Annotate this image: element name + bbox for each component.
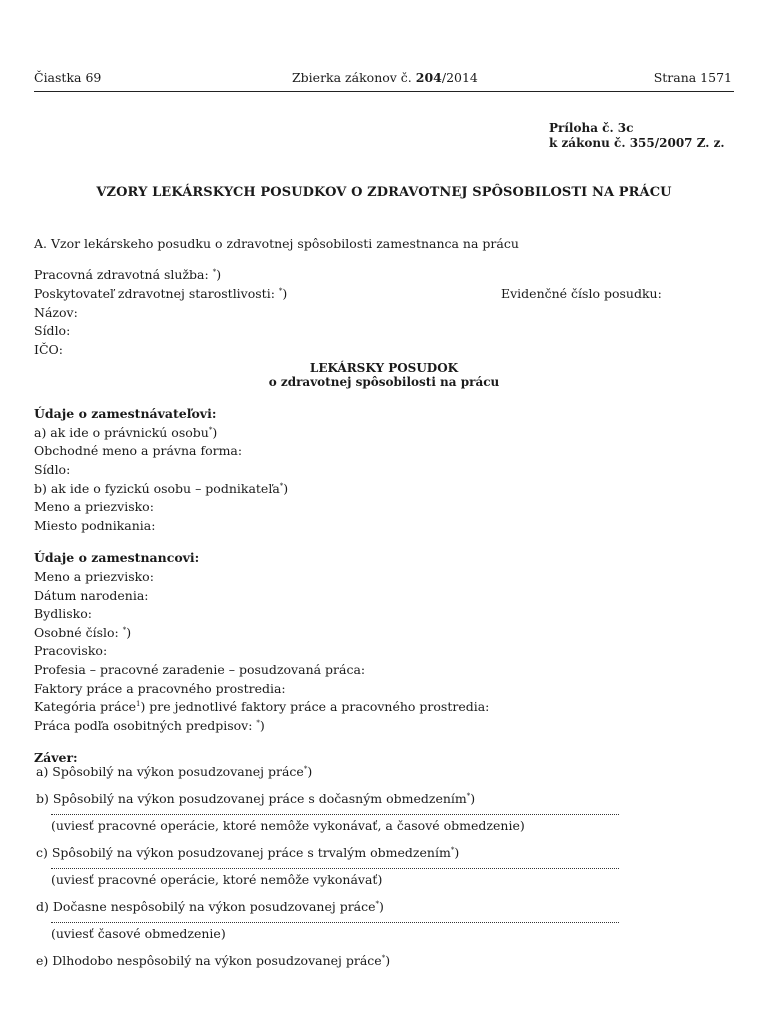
footnote-mark: * — [303, 764, 308, 773]
conclusion-option-a — [36, 764, 312, 779]
footnote-mark: * — [381, 953, 386, 962]
footnote-mark: 1 — [135, 699, 141, 708]
footnote-paren: ) — [282, 286, 288, 301]
employee-heading: Údaje o zamestnancovi: — [34, 550, 200, 565]
pzs-field — [34, 267, 221, 282]
footnote-paren: ) — [259, 718, 265, 733]
personal-number-field — [34, 625, 131, 640]
header-rule — [34, 91, 734, 92]
employer-legal-person — [34, 425, 217, 440]
dotted-fill-line — [51, 922, 619, 923]
collection-number: 204 — [415, 70, 442, 85]
conclusion-option-d-note: (uviesť časové obmedzenie) — [51, 926, 226, 941]
profession-field: Profesia – pracovné zaradenie – posudzovaná práca: — [34, 662, 366, 677]
footnote-mark: * — [466, 791, 471, 800]
pzs-label: Pracovná zdravotná služba: — [34, 267, 209, 282]
conclusion-option-b-note: (uviesť pracovné operácie, ktoré nemôže vykonávať, a časové obmedzenie) — [51, 818, 525, 833]
employer-heading: Údaje o zamestnávateľovi: — [34, 406, 217, 421]
annex-label: Príloha č. 3c — [549, 121, 634, 135]
footnote-mark: * — [279, 481, 284, 490]
workplace-field: Pracovisko: — [34, 643, 108, 658]
footnote-mark: * — [122, 625, 127, 634]
footnote-paren: ) — [379, 899, 384, 914]
personal-number-label: Osobné číslo: — [34, 625, 119, 640]
footnote-mark: * — [208, 425, 213, 434]
special-regulations-field — [34, 718, 265, 733]
conclusion-option-c — [36, 845, 459, 860]
conclusion-option-a-label: a) Spôsobilý na výkon posudzovanej práce — [36, 764, 304, 779]
conclusion-option-b — [36, 791, 475, 806]
footnote-mark: * — [375, 899, 380, 908]
conclusion-option-c-label: c) Spôsobilý na výkon posudzovanej práce s trvalým obmedzením — [36, 845, 451, 860]
birth-date-field: Dátum narodenia: — [34, 588, 149, 603]
special-regulations-label: Práca podľa osobitných predpisov: — [34, 718, 253, 733]
conclusion-heading: Záver: — [34, 750, 78, 765]
conclusion-option-c-note: (uviesť pracovné operácie, ktoré nemôže vykonávať) — [51, 872, 383, 887]
issue-number: Čiastka 69 — [34, 70, 102, 85]
footnote-paren: ) — [140, 699, 146, 714]
footnote-mark: * — [212, 267, 217, 276]
work-category-field — [34, 699, 489, 714]
residence-field: Bydlisko: — [34, 606, 92, 621]
footnote-paren: ) — [454, 845, 460, 860]
posudok-title: LEKÁRSKY POSUDOK — [309, 361, 459, 375]
page-title: VZORY LEKÁRSKYCH POSUDKOV O ZDRAVOTNEJ SPÔSOBILOSTI NA PRÁCU — [96, 185, 672, 200]
employer-seat-field: Sídlo: — [34, 462, 71, 477]
footnote-paren: ) — [283, 481, 289, 496]
work-factors-field: Faktory práce a pracovného prostredia: — [34, 681, 286, 696]
seat-field: Sídlo: — [34, 323, 71, 338]
footnote-paren: ) — [216, 267, 222, 282]
footnote-mark: * — [450, 845, 455, 854]
collection-title — [292, 70, 478, 85]
provider-field — [34, 286, 287, 301]
employer-natural-person-label: b) ak ide o fyzickú osobu – podnikateľa — [34, 481, 280, 496]
conclusion-option-d-label: d) Dočasne nespôsobilý na výkon posudzovanej práce — [36, 899, 376, 914]
employer-name-field: Meno a priezvisko: — [34, 499, 154, 514]
work-category-suffix: pre jednotlivé faktory práce a pracovného prostredia: — [145, 699, 490, 714]
footnote-mark: * — [256, 718, 260, 727]
footnote-paren: ) — [126, 625, 132, 640]
conclusion-option-d — [36, 899, 384, 914]
collection-title-prefix: Zbierka zákonov č. — [292, 70, 416, 85]
footnote-paren: ) — [307, 764, 313, 779]
footnote-mark: * — [278, 286, 283, 295]
dotted-fill-line — [51, 814, 619, 815]
name-field: Názov: — [34, 305, 78, 320]
dotted-fill-line — [51, 868, 619, 869]
evidence-number-field: Evidenčné číslo posudku: — [501, 286, 662, 301]
annex-law-reference: k zákonu č. 355/2007 Z. z. — [549, 136, 725, 150]
section-a-heading: A. Vzor lekárskeho posudku o zdravotnej spôsobilosti zamestnanca na prácu — [34, 236, 519, 251]
provider-label: Poskytovateľ zdravotnej starostlivosti: — [34, 286, 275, 301]
conclusion-option-e — [36, 953, 390, 968]
employee-name-field: Meno a priezvisko: — [34, 569, 154, 584]
conclusion-option-b-label: b) Spôsobilý na výkon posudzovanej práce s dočasným obmedzením — [36, 791, 467, 806]
footnote-paren: ) — [470, 791, 476, 806]
page-number: Strana 1571 — [653, 70, 732, 85]
business-name-field: Obchodné meno a právna forma: — [34, 443, 243, 458]
business-place-field: Miesto podnikania: — [34, 518, 156, 533]
employer-legal-person-label: a) ak ide o právnickú osobu — [34, 425, 209, 440]
footnote-paren: ) — [385, 953, 391, 968]
footnote-paren: ) — [212, 425, 218, 440]
ico-field: IČO: — [34, 342, 63, 357]
posudok-subtitle: o zdravotnej spôsobilosti na prácu — [268, 375, 500, 389]
conclusion-option-e-label: e) Dlhodobo nespôsobilý na výkon posudzovanej práce — [36, 953, 382, 968]
collection-year: /2014 — [441, 70, 478, 85]
work-category-label: Kategória práce — [34, 699, 136, 714]
employer-natural-person — [34, 481, 288, 496]
